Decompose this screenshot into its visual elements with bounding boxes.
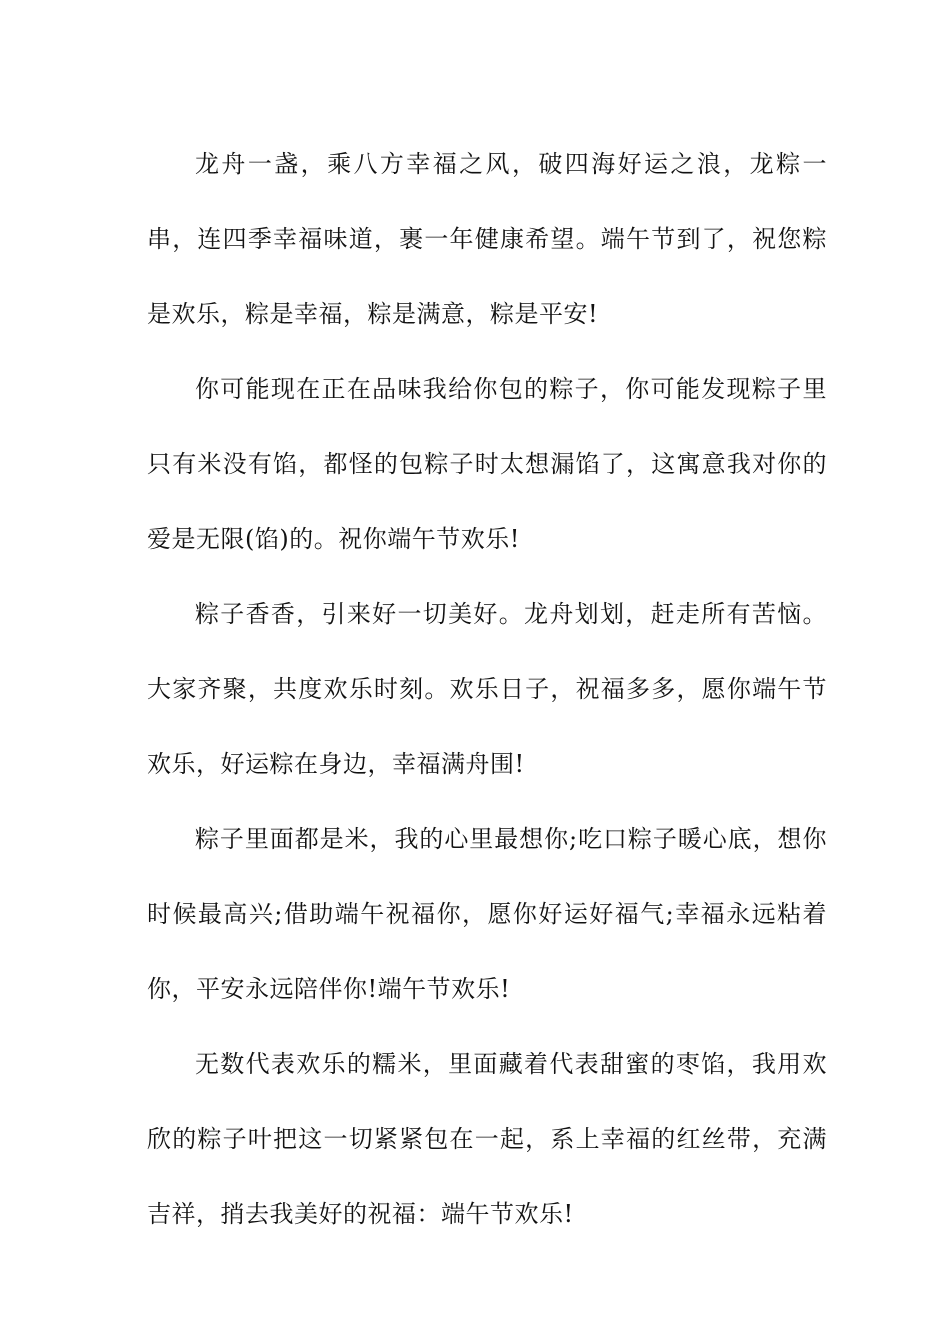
paragraph-2: 你可能现在正在品味我给你包的粽子，你可能发现粽子里只有米没有馅，都怪的包粽子时太想漏馅了，这寓意我对你的爱是无限(馅)的。祝你端午节欢乐! bbox=[147, 375, 827, 553]
paragraph-4: 粽子里面都是米，我的心里最想你;吃口粽子暖心底，想你时候最高兴;借助端午祝福你，愿你好运好福气;幸福永远粘着你，平安永远陪伴你!端午节欢乐! bbox=[147, 825, 827, 1003]
paragraph-5: 无数代表欢乐的糯米，里面藏着代表甜蜜的枣馅，我用欢欣的粽子叶把这一切紧紧包在一起，系上幸福的红丝带，充满吉祥，捎去我美好的祝福：端午节欢乐! bbox=[147, 1050, 827, 1228]
document-body bbox=[147, 127, 827, 1252]
paragraph-3: 粽子香香，引来好一切美好。龙舟划划，赶走所有苦恼。大家齐聚，共度欢乐时刻。欢乐日子，祝福多多，愿你端午节欢乐，好运粽在身边，幸福满舟围! bbox=[147, 600, 827, 778]
paragraph-1: 龙舟一盏，乘八方幸福之风，破四海好运之浪，龙粽一串，连四季幸福味道，裹一年健康希望。端午节到了，祝您粽是欢乐，粽是幸福，粽是满意，粽是平安! bbox=[147, 150, 827, 328]
